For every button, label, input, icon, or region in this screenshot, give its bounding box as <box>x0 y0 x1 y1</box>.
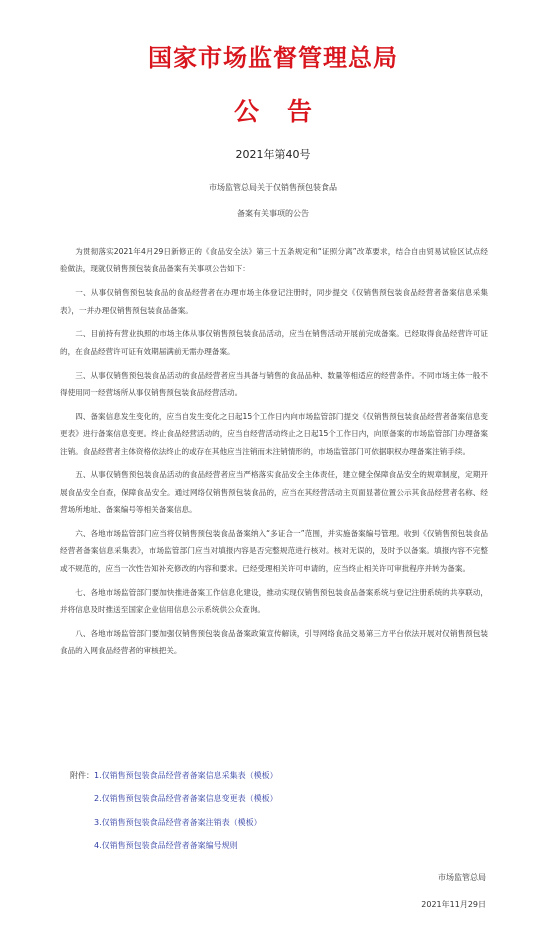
notice-body <box>60 243 488 666</box>
paragraph-6: 六、各地市场监管部门应当将仅销售预包装食品备案纳入“多证合一”范围，并实施备案编号管理。收到《仅销售预包装食品经营者备案信息采集表》，市场监管部门应当对填报内容是否完整规范进行核对。核对无误的，及时予以备案。填报内容不完整或不规范的，应当一次性告知补充修改的内容和要求。已经受理相关许可申请的，应当终止相关许可审批程序并转为备案。 <box>60 529 488 573</box>
paragraph-7: 七、各地市场监管部门要加快推进备案工作信息化建设，推动实现仅销售预包装食品备案系统与登记注册系统的共享联动，并将信息及时推送至国家企业信用信息公示系统供公众查询。 <box>60 587 488 615</box>
paragraph-2: 二、目前持有营业执照的市场主体从事仅销售预包装食品活动，应当在销售活动开展前完成备案。已经取得食品经营许可证的，在食品经营许可证有效期届满前无需办理备案。 <box>60 329 488 356</box>
document-number: 2021年第40号 <box>235 148 311 161</box>
paragraph-intro: 为贯彻落实2021年4月29日新修正的《食品安全法》第三十五条规定和“证照分离”改革要求，结合自由贸易试验区试点经验做法，现就仅销售预包装食品备案有关事项公告如下： <box>60 247 488 274</box>
attachment-link-1[interactable]: 1.仅销售预包装食品经营者备案信息采集表（模板） <box>94 771 278 780</box>
attachment-link-3[interactable]: 3.仅销售预包装食品经营者备案注销表（模板） <box>94 817 262 827</box>
paragraph-5: 五、从事仅销售预包装食品活动的食品经营者应当严格落实食品安全主体责任，建立健全保障食品安全的规章制度，定期开展食品安全自查，保障食品安全。通过网络仅销售预包装食品的，应当在其经营活动主页面显著位置公示其食品经营者名称、经营场所地址、备案编号等相关备案信息。 <box>60 470 488 515</box>
paragraph-8: 八、各地市场监管部门要加强仅销售预包装食品备案政策宣传解读，引导网络食品交易第三方平台依法开展对仅销售预包装食品的入网食品经营者的审核把关。 <box>60 628 488 656</box>
paragraph-3: 三、从事仅销售预包装食品活动的食品经营者应当具备与销售的食品品种、数量等相适应的经营条件。不同市场主体一般不得使用同一经营场所从事仅销售预包装食品经营活动。 <box>60 370 488 398</box>
attachment-link-4[interactable]: 4.仅销售预包装食品经营者备案编号规则 <box>94 840 238 850</box>
paragraph-4: 四、备案信息发生变化的，应当自发生变化之日起15个工作日内向市场监管部门提交《仅销售预包装食品经营者备案信息变更表》进行备案信息变更。终止食品经营活动的，应当自经营活动终止之日起15个工作日内，向原备案的市场监管部门办理备案注销。食品经营者主体资格依法终止的或存在其他应当注销而未注销情形的，市场监管部门可依据职权办理备案注销手续。 <box>60 411 488 456</box>
attachment-link-2[interactable]: 2.仅销售预包装食品经营者备案信息变更表（模板） <box>94 794 278 804</box>
attachments-list <box>70 764 278 857</box>
subject-line-2: 备案有关事项的公告 <box>237 209 309 218</box>
subject-line-1: 市场监管总局关于仅销售预包装食品 <box>209 183 337 192</box>
notice-heading: 公告 <box>233 97 340 126</box>
agency-header-title: 国家市场监督管理总局 <box>148 44 398 72</box>
signature-agency: 市场监管总局 <box>438 873 486 882</box>
paragraph-1: 一、从事仅销售预包装食品的食品经营者在办理市场主体登记注册时，同步提交《仅销售预包装食品经营者备案信息采集表》，一并办理仅销售预包装食品备案。 <box>60 288 488 315</box>
signature-date: 2021年11月29日 <box>421 900 486 909</box>
attachments-label: 附件： <box>70 771 94 780</box>
